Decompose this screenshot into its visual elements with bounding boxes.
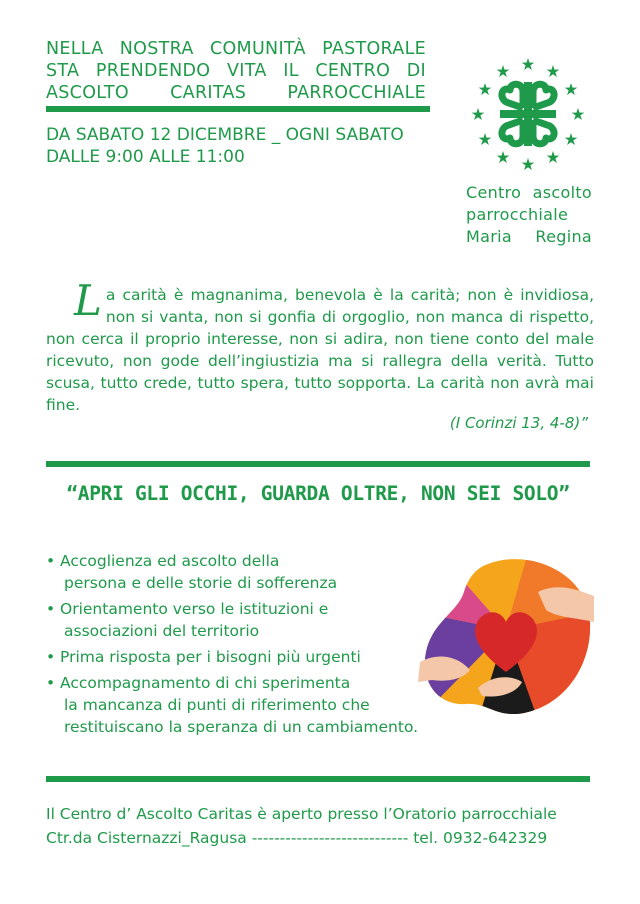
header-line: STA PRENDENDO VITA IL CENTRO DI bbox=[46, 61, 426, 81]
logo-caption bbox=[466, 182, 592, 248]
logo-caption-line: Maria Regina bbox=[466, 227, 592, 246]
bible-quote bbox=[46, 276, 594, 416]
list-item-text: Prima risposta per i bisogni più urgenti bbox=[60, 648, 361, 666]
footer bbox=[46, 802, 606, 850]
footer-address: Il Centro d’ Ascolto Caritas è aperto presso l’Oratorio parrocchiale bbox=[46, 805, 557, 823]
footer-divider bbox=[46, 776, 590, 782]
list-item-text: Orientamento verso le istituzioni e bbox=[60, 600, 329, 618]
schedule-date: DA SABATO 12 DICEMBRE _ OGNI SABATO bbox=[46, 125, 404, 145]
schedule bbox=[46, 124, 436, 168]
header-text bbox=[46, 38, 426, 104]
list-item-text: Accompagnamento di chi sperimenta bbox=[60, 674, 351, 692]
schedule-time: DALLE 9:00 ALLE 11:00 bbox=[46, 147, 245, 167]
slogan: “APRI GLI OCCHI, GUARDA OLTRE, NON SEI SOLO” bbox=[66, 482, 570, 505]
logo-caption-line: Centro ascolto bbox=[466, 183, 592, 202]
caritas-logo-icon bbox=[470, 56, 586, 172]
bullet: • bbox=[46, 600, 56, 618]
list-item-text: associazioni del territorio bbox=[64, 622, 260, 640]
quote-dropcap: L bbox=[74, 276, 102, 325]
quote-text: a carità è magnanima, benevola è la carità; non è invidiosa, non si vanta, non si gonfia di orgoglio, non manca di rispetto, non cerca il proprio interesse, non si adira, non tiene conto del male ricevuto, non gode dell’ingiustizia ma si rallegra della verità. Tutto scusa, tutto crede, tutto spera, tutto sopporta. La carità non avrà mai fine. bbox=[46, 286, 594, 414]
list-item bbox=[46, 646, 446, 668]
list-item-text: la mancanza di punti di riferimento che restituiscano la speranza di un cambiamento. bbox=[64, 696, 419, 736]
section-divider bbox=[46, 461, 590, 467]
bullet: • bbox=[46, 552, 56, 570]
services-list bbox=[46, 550, 446, 742]
list-item-text: Accoglienza ed ascolto della bbox=[60, 552, 280, 570]
header-line: NELLA NOSTRA COMUNITÀ PASTORALE bbox=[46, 39, 426, 59]
header-line: ASCOLTO CARITAS PARROCCHIALE bbox=[46, 83, 426, 103]
list-item-text: persona e delle storie di sofferenza bbox=[64, 574, 338, 592]
bullet: • bbox=[46, 648, 56, 666]
footer-contact: Ctr.da Cisternazzi_Ragusa ---------------------------- tel. 0932-642329 bbox=[46, 829, 548, 847]
bullet: • bbox=[46, 674, 56, 692]
list-item bbox=[46, 672, 446, 738]
list-item bbox=[46, 550, 446, 594]
header-divider bbox=[46, 106, 430, 112]
logo-caption-line: parrocchiale bbox=[466, 205, 569, 224]
hands-with-heart-illustration-icon bbox=[418, 552, 594, 720]
quote-reference: (I Corinzi 13, 4-8)” bbox=[449, 414, 588, 432]
list-item bbox=[46, 598, 446, 642]
